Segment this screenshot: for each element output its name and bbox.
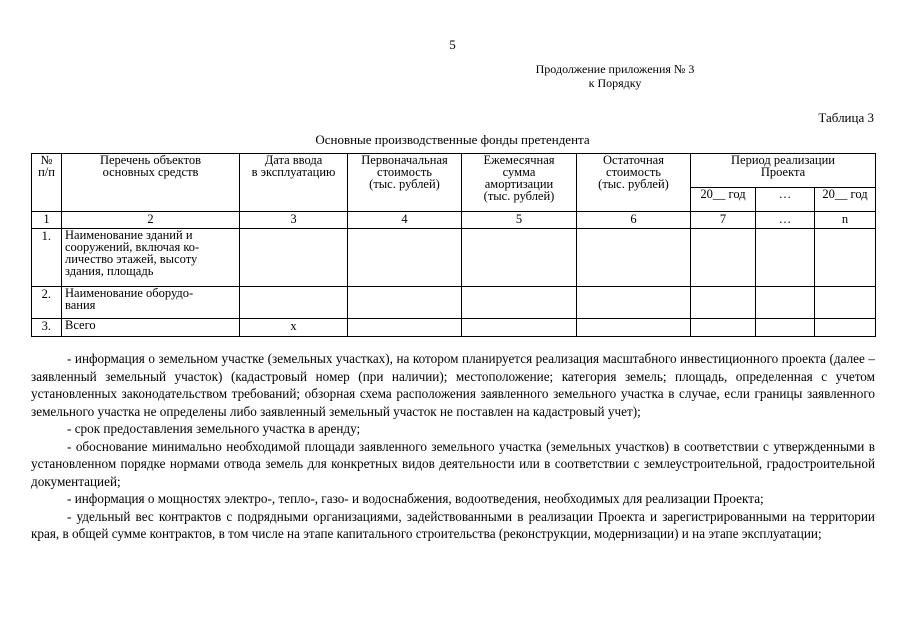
column-numbers-row [32, 212, 876, 229]
table-cell [691, 287, 756, 319]
table-row [32, 229, 876, 287]
header-residual-line: стоимость [606, 165, 661, 179]
column-number: … [756, 212, 815, 229]
fixed-assets-table [31, 153, 876, 337]
column-number: 1 [32, 212, 62, 229]
header-objects-line: Перечень объектов [99, 153, 202, 167]
header-date [240, 154, 348, 212]
header-period [691, 154, 876, 188]
row-name-line: Наименование оборудо- [65, 286, 194, 300]
table-cell [691, 319, 756, 337]
row-name-line: Всего [65, 318, 96, 332]
row-date [240, 287, 348, 319]
table-cell [348, 287, 462, 319]
table-cell [348, 229, 462, 287]
paragraph: - удельный вес контрактов с подрядными организациями, задействованными в реализации Проекта и зарегистрированными на территории края, в общей сумме контрактов, в том числе на этапе капитального строительства (реконструкции, модернизации) и на этапе эксплуатации; [31, 508, 875, 541]
header-amort-line: амортизации [484, 177, 554, 191]
header-date-line: в эксплуатацию [251, 165, 336, 179]
table-cell [756, 229, 815, 287]
header-num-line: № [40, 153, 53, 167]
table-row [32, 319, 876, 337]
table-cell [756, 319, 815, 337]
header-objects [62, 154, 240, 212]
row-number: 1. [32, 229, 62, 287]
row-number: 3. [32, 319, 62, 337]
paragraph: - информация о земельном участке (земельных участках), на котором планируется реализация масштабного инвестиционного проекта (далее – заявленный земельный участок) (кадастровый номер (при наличии); местоположение; категория земель; площадь, определенная с учетом установленных законодательством требований; обзорная схема расположения заявленного земельного участка в случае, если границы заявленного земельного участка не определены либо заявленный земельный участок не поставлен на кадастровый учет); [31, 351, 875, 419]
column-number: 5 [462, 212, 577, 229]
header-num-line: п/п [38, 165, 55, 179]
row-number: 2. [32, 287, 62, 319]
header-residual-line: (тыс. рублей) [598, 177, 669, 191]
table-label: Таблица 3 [818, 110, 874, 125]
header-objects-line: основных средств [102, 165, 199, 179]
header-period-line: Период реализации [731, 153, 835, 167]
header-row [32, 154, 876, 188]
table-cell [756, 287, 815, 319]
column-number: 4 [348, 212, 462, 229]
table-cell [462, 287, 577, 319]
row-name-line: здания, площадь [65, 264, 154, 278]
appendix-line-2: к Порядку [588, 76, 642, 90]
row-name [62, 229, 240, 287]
header-period-line: Проекта [760, 165, 806, 179]
header-year-1: 20__ год [691, 188, 756, 212]
table-title: Основные производственные фонды претендента [315, 132, 590, 147]
header-residual-line: Остаточная [603, 153, 664, 167]
body-text [31, 350, 875, 543]
header-date-line: Дата ввода [264, 153, 323, 167]
row-name-line: личество этажей, высоту [65, 252, 198, 266]
column-number: 3 [240, 212, 348, 229]
header-initial-line: стоимость [377, 165, 432, 179]
table-cell [577, 287, 691, 319]
header-amort-line: (тыс. рублей) [483, 189, 555, 203]
table-cell [815, 287, 876, 319]
column-number: 2 [62, 212, 240, 229]
column-number: 6 [577, 212, 691, 229]
table-cell [691, 229, 756, 287]
page-number: 5 [449, 37, 456, 52]
header-amort-line: сумма [502, 165, 536, 179]
table-cell [577, 319, 691, 337]
row-date [240, 229, 348, 287]
appendix-line-1: Продолжение приложения № 3 [535, 62, 695, 76]
row-date: х [240, 319, 348, 337]
paragraph: - срок предоставления земельного участка в аренду; [67, 421, 361, 436]
table-cell [815, 229, 876, 287]
paragraph: - обоснование минимально необходимой площади заявленного земельного участка (земельных участков) в соответствии с утвержденными в установленном порядке нормами отвода земель для конкретных видов деятельности или в соответствии с землеустроительной, градостроительной документацией; [31, 438, 875, 489]
table-row [32, 287, 876, 319]
header-amortization [462, 154, 577, 212]
row-name-line: сооружений, включая ко- [65, 240, 200, 254]
column-number: 7 [691, 212, 756, 229]
row-name-line: вания [65, 298, 96, 312]
header-initial-line: (тыс. рублей) [369, 177, 440, 191]
table-cell [348, 319, 462, 337]
row-name [62, 287, 240, 319]
table-cell [577, 229, 691, 287]
header-initial-cost [348, 154, 462, 212]
header-year-n: 20__ год [815, 188, 876, 212]
table-cell [815, 319, 876, 337]
header-residual-cost [577, 154, 691, 212]
paragraph: - информация о мощностях электро-, тепло-, газо- и водоснабжения, водоотведения, необходимых для реализации Проекта; [67, 491, 764, 506]
appendix-caption [480, 62, 750, 90]
row-name [62, 319, 240, 337]
row-name-line: Наименование зданий и [65, 228, 193, 242]
table-cell [462, 319, 577, 337]
table-cell [462, 229, 577, 287]
header-initial-line: Первоначальная [361, 153, 448, 167]
column-number: n [815, 212, 876, 229]
header-year-ellipsis: … [756, 188, 815, 212]
header-amort-line: Ежемесячная [483, 153, 555, 167]
header-num [32, 154, 62, 212]
